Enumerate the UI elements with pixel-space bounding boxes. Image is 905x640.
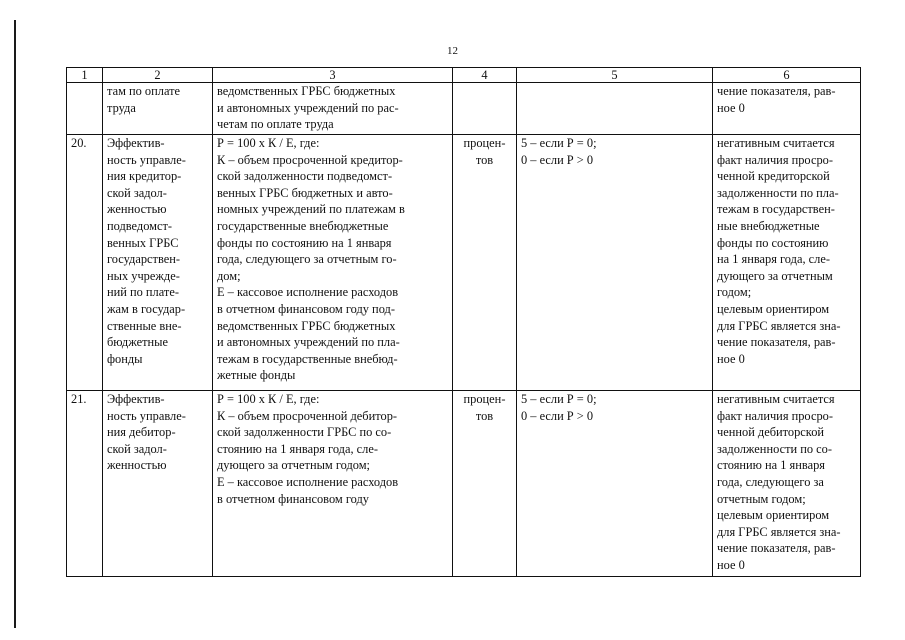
column-header: 4: [453, 68, 517, 83]
indicator-unit: [453, 83, 517, 135]
indicator-name: там по оплате труда: [103, 83, 213, 135]
indicator-unit: процен- тов: [453, 135, 517, 391]
row-number: 20.: [67, 135, 103, 391]
table-row: [67, 135, 861, 391]
row-number: 21.: [67, 391, 103, 577]
column-header: 3: [213, 68, 453, 83]
column-header: 1: [67, 68, 103, 83]
indicator-note: негативным считается факт наличия просро- ченной кредиторской задолженности по пла- тежам в государствен- ные внебюджетные фонды по состоянию на 1 января года, сле- дующего за отчетным годом; целевым ориентиром для ГРБС является зна- чение показателя, рав- ное 0: [713, 135, 861, 391]
page-left-edge-line: [14, 20, 16, 628]
indicator-name: Эффектив- ность управле- ния кредитор- ской задол- женностью подведомст- венных ГРБС государствен- ных учрежде- ний по плате- жам в государ- ственные вне- бюджетные фонды: [103, 135, 213, 391]
table-row: [67, 83, 861, 135]
indicator-formula: Р = 100 х К / Е, где: К – объем просроченной дебитор- ской задолженности ГРБС по со- стоянию на 1 января года, сле- дующего за отчетным годом; Е – кассовое исполнение расходов в отчетном финансовом году: [213, 391, 453, 577]
column-header: 6: [713, 68, 861, 83]
indicator-name: Эффектив- ность управле- ния дебитор- ской задол- женностью: [103, 391, 213, 577]
table-header-row: [67, 68, 861, 83]
indicator-formula: ведомственных ГРБС бюджетных и автономных учреждений по рас- четам по оплате труда: [213, 83, 453, 135]
indicator-note: негативным считается факт наличия просро- ченной дебиторской задолженности по со- стоянию на 1 января года, следующего за отчетным годом; целевым ориентиром для ГРБС является зна- чение показателя, рав- ное 0: [713, 391, 861, 577]
indicator-note: чение показателя, рав- ное 0: [713, 83, 861, 135]
page-number: 12: [447, 45, 458, 57]
indicator-table: [66, 67, 861, 577]
indicator-unit: процен- тов: [453, 391, 517, 577]
table-row: [67, 391, 861, 577]
indicator-score: 5 – если Р = 0; 0 – если Р > 0: [517, 391, 713, 577]
indicator-score: 5 – если Р = 0; 0 – если Р > 0: [517, 135, 713, 391]
column-header: 2: [103, 68, 213, 83]
column-header: 5: [517, 68, 713, 83]
indicator-score: [517, 83, 713, 135]
row-number: [67, 83, 103, 135]
indicator-formula: Р = 100 х К / Е, где: К – объем просроченной кредитор- ской задолженности подведомст- венных ГРБС бюджетных и авто- номных учреждений по платежам в государственные внебюджетные фонды по состоянию на 1 января года, следующего за отчетным го- дом; Е – кассовое исполнение расходов в отчетном финансовом году под- ведомственных ГРБС бюджетных и автономных учреждений по пла- тежам в государственные внебюд- жетные фонды: [213, 135, 453, 391]
